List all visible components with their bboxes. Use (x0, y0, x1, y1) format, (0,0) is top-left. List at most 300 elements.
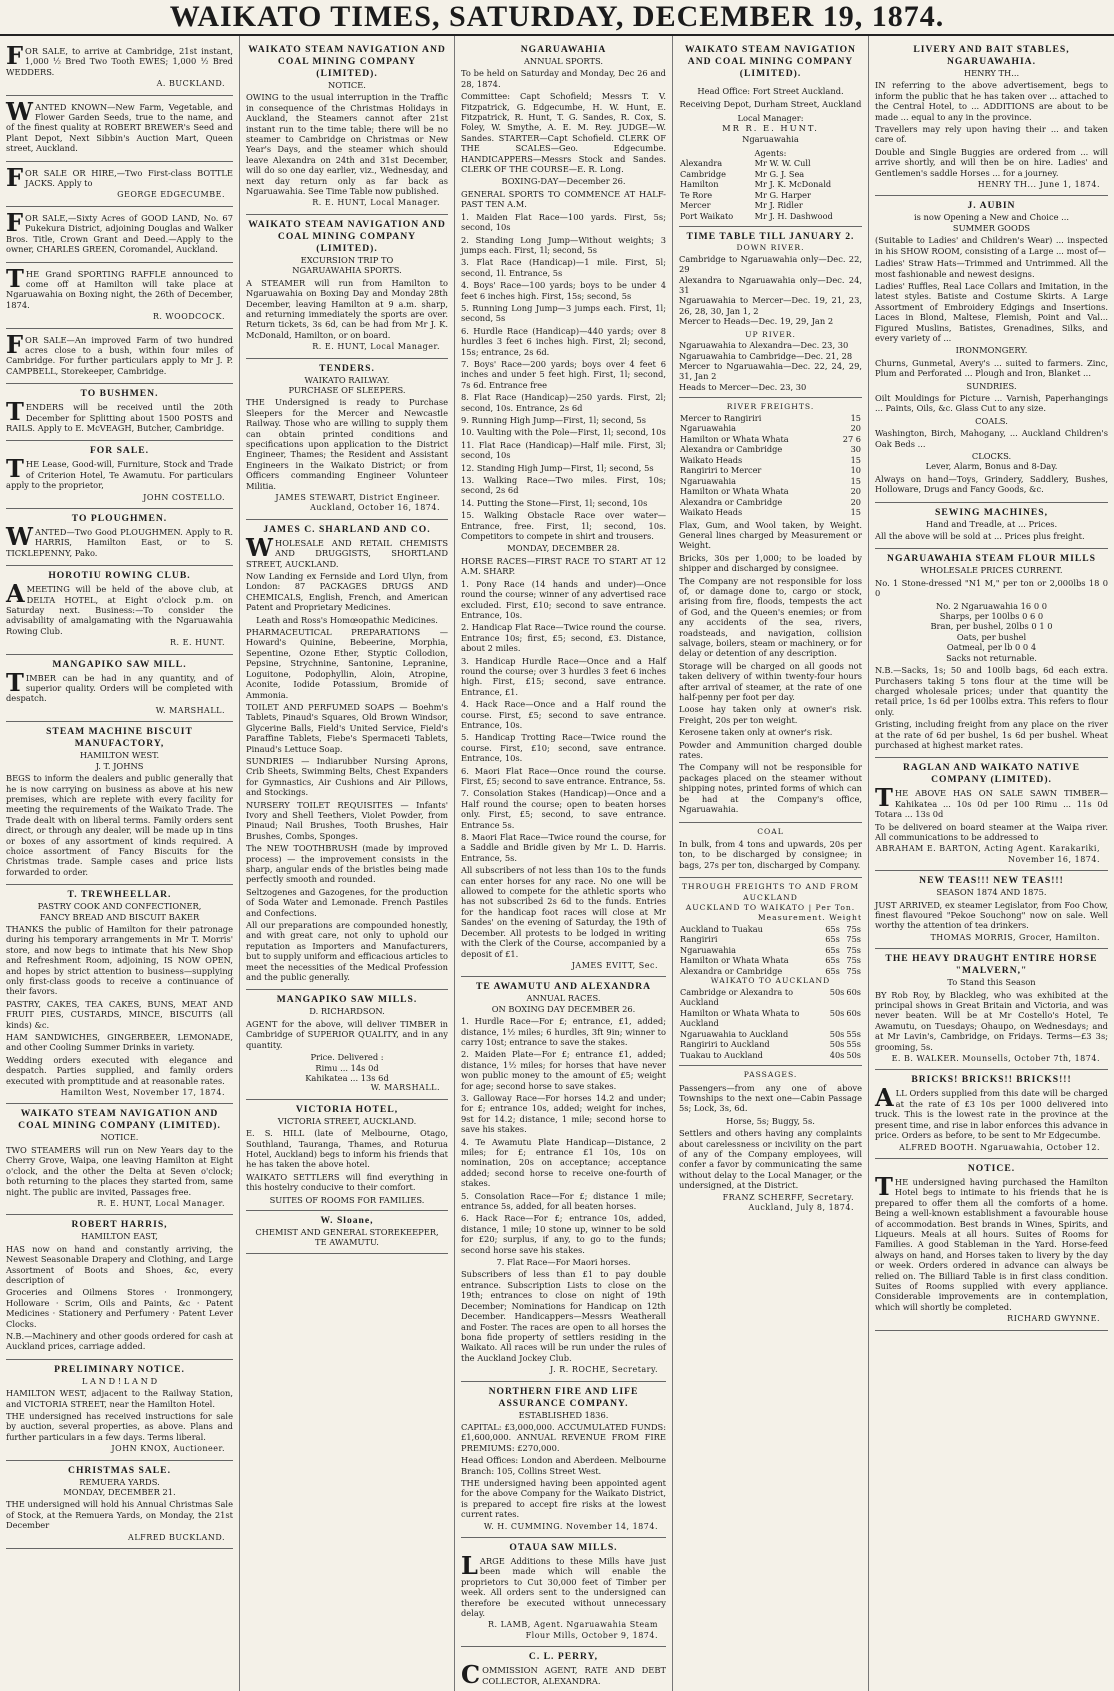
timetable-title: TIME TABLE TILL JANUARY 2. (686, 231, 855, 243)
ad-text: Travellers may rely upon having their ... and taken care of. (875, 124, 1108, 145)
advertisement (246, 215, 448, 359)
masthead: WAIKATO TIMES, SATURDAY, DECEMBER 19, 1874. (0, 0, 1114, 36)
advertisement (246, 1211, 448, 1254)
ad-text: 6. Maori Flat Race—Once round the course. First, £5; second to save entrance. Entrance, 5s. (461, 765, 666, 786)
ad-text: All subscribers of not less than 10s to the funds can enter horses for any race. No one will be allowed to compete for the athletic sports who has not subscribed 2s 6d to the funds. Entries for the handicap foot races will close at Mr Sandes' on the evening of Saturday, the 19th of December. All protests to be lodged in writing with the Clerk of the Course, accompanied by a deposit of £1. (461, 865, 666, 959)
ad-text: Washington, Birch, Mahogany, ... Auckland Children's Oak Beds ... (875, 428, 1108, 449)
ad-heading: STEAM MACHINE BISCUIT MANUFACTORY, (46, 726, 193, 750)
table-cell: 20 (850, 486, 861, 497)
ad-text: TOILET AND PERFUMED SOAPS — Boehm's Tablets, Pinaud's Squares, Old Brown Windsor, Glycerine Balls, Field's United Service, Field's Paraffine Tablets, Fiebe's Spermaceti Tablets, Pinaud's Lettuce Soap. (246, 701, 448, 754)
ad-text: SEASON 1874 AND 1875. (936, 887, 1047, 898)
advertisement (6, 329, 233, 385)
ad-signature: R. LAMB, Agent. Ngaruawahia Steam Flour Mills, October 9, 1874. (487, 1620, 658, 1640)
table-row (679, 465, 862, 476)
ad-heading: TE AWAMUTU AND ALEXANDRA (475, 981, 652, 993)
table-cell: Ngaruawahia (680, 944, 737, 955)
ad-text: A STEAMER will run from Hamilton to Ngaruawahia on Boxing Day and Monday 28th December, leaving Hamilton at 9 a.m. sharp, and returning immediately the sports are over. Return tickets, 3s 6d, can be had from Mr J. K. McDonald, Hamilton, or on board. (246, 277, 448, 340)
advertisement (875, 196, 1108, 502)
timetable-line: Mercer to Heads—Dec. 19, 29, Jan 2 (679, 316, 834, 327)
ad-heading: LIVERY AND BAIT STABLES, NGARUAWAHIA. (913, 44, 1070, 67)
ad-text: 4. Hack Race—Once and a Half round the course. First, £5; second to save entrance. Entrance, 10s. (461, 699, 666, 730)
advertisement (461, 40, 666, 977)
agent-name: Mr J. Ridler (754, 200, 803, 211)
coal-notice (679, 823, 862, 879)
table-cell: 40s (829, 1049, 845, 1060)
ad-text: SUNDRIES — Indiarubber Nursing Aprons, Crib Sheets, Swimming Belts, Chest Expanders for Gymnastics, Air Cushions and Air Pillows, and Stockings. (246, 755, 448, 798)
ad-text: Head Offices: London and Aberdeen. Melbourne Branch: 105, Collins Street West. (461, 1455, 666, 1476)
table-cell: 10 (850, 465, 861, 476)
columns (0, 36, 1114, 1691)
table-row (679, 179, 862, 190)
ad-signature: R. WOODCOCK. (152, 312, 225, 322)
ad-heading: C. L. PERRY, (528, 1651, 599, 1663)
ad-text: CHEMIST AND GENERAL STOREKEEPER, (255, 1226, 439, 1237)
ad-text: 11. Flat Race (Handicap)—Half mile. First, 3l; second, 10s (461, 439, 666, 461)
table-cell: Tuakau to Auckland (680, 1049, 763, 1060)
ad-text: SUNDRIES. (966, 380, 1017, 391)
ad-text: HAM SANDWICHES, GINGERBEER, LEMONADE, and other Cooling Summer Drinks in variety. (6, 1032, 233, 1053)
table-row (679, 955, 862, 966)
ad-text: Gristing, including freight from any place on the river at the rate of 6d per bushel, 1s 6d per bushel. Wheat purchased at highest market rates. (875, 719, 1108, 750)
ad-text: WAIKATO RAILWAY. (304, 374, 390, 385)
ad-text: HAMILTON WEST. (79, 750, 160, 761)
table-cell: 50s (829, 1007, 845, 1018)
ad-text: 7. Flat Race—For Maori horses. (496, 1257, 631, 1268)
advertisement (246, 990, 448, 1099)
ad-text: D. RICHARDSON. (309, 1006, 385, 1017)
ad-text: TE AWAMUTU. (315, 1237, 379, 1248)
ad-heading: HOROTIU ROWING CLUB. (48, 570, 191, 582)
ad-text: ANNUAL RACES. (526, 993, 601, 1004)
table-row (679, 211, 862, 222)
ad-text: HAMILTON WEST, adjacent to the Railway Station, and VICTORIA STREET, near the Hamilton Hotel. (6, 1388, 233, 1409)
advertisement (875, 871, 1108, 949)
advertisement (246, 40, 448, 215)
table-cell: Cambridge or Alexandra to Auckland (680, 986, 794, 1008)
ad-heading: VICTORIA HOTEL, (295, 1103, 399, 1115)
ad-heading: PRELIMINARY NOTICE. (54, 1363, 185, 1375)
down-river-label: DOWN RIVER. (736, 243, 805, 253)
ad-text: 3. Handicap Hurdle Race—Once and a Half round the course; over 3 hurdles 3 feet 6 inches high. First, £15; second, save entrance. Entrance, £1. (461, 655, 666, 697)
freight-note: Bricks, 30s per 1,000; to be loaded by shipper and discharged by consignee. (679, 552, 862, 574)
timetable (679, 227, 862, 398)
column-1 (0, 36, 240, 1691)
ad-text: Oats, per bushel (956, 631, 1027, 642)
ad-text: 5. Consolation Race—For £; distance 1 mile; entrance 5s, added, for all beaten horses. (461, 1190, 666, 1212)
ad-text: TWO STEAMERS will run on New Years day to the Cherry Grove, Waipa, one leaving Hamilton at Eight o'clock, and the other the Delta at Seven o'clock; both returning to the places they started from, same night. The public are invited, Passages free. (6, 1144, 233, 1197)
timetable-line: Ngaruawahia to Cambridge—Dec. 21, 28 (679, 350, 853, 361)
ad-text: PHARMACEUTICAL PREPARATIONS — Howard's Quinine, Bebeerine, Morphia, Sepentine, Ozone Ether, Styptic Collodion, Pepsine, Strychnine, Santonine, Lepranine, Loguitone, Podophyllin, Aloin, Atropine, Aconite, Iodide Potassium, Bromide of Ammonia. (246, 627, 448, 700)
passages-text: Passengers—from any one of above Townships to the next one—Cabin Passage 5s; Lock, 3s, 6d. (679, 1082, 862, 1114)
ad-text: BOXING-DAY—December 26. (501, 176, 626, 187)
table-cell: Ngaruawahia (680, 475, 737, 486)
ad-text: AGENT for the above, will deliver TIMBER in Cambridge of SUPERIOR QUALITY, and in any quantity. (246, 1018, 448, 1050)
ad-text: 4. Te Awamutu Plate Handicap—Distance, 2 miles; for £; entrance £1 10s, 10s on nomination, 20s on acceptance; acceptance added; second horse to receive one-fourth of stakes. (461, 1136, 666, 1189)
ad-text: HENRY TH... (963, 68, 1020, 78)
ad-text: FOR SALE,—Sixty Acres of GOOD LAND, No. 67 Pukekura District, adjoining Douglas and Walker Bros. Title, Crown Grant and Deed.—Apply to the owner, CHARLES GREEN, Coromandel, Auckland. (6, 207, 233, 255)
table-cell: 60s (846, 986, 861, 997)
ad-text: Churns, Gunmetal, Avery's ... suited to farmers. Zinc, Plum and Perforated ... Plough and Iron, Blanket ... (875, 357, 1108, 379)
agent-name: Mr J. K. McDonald (754, 179, 832, 190)
advertisement (6, 722, 233, 885)
ad-text: THE undersigned has received instructions for sale by auction, several properties, as above. Plans and further particulars in a few days. Terms liberal. (6, 1411, 233, 1442)
freight-note: The Company are not responsible for loss of, or damage done to, cargo or stock, arising from fire, floods, tempests the act of God, and the Queen's enemies; or from any accidents of the sea, rivers, roadsteads, and navigation, collision salvage, boilers, steam or machinery, or for delay or detention of any description. (679, 575, 862, 659)
table-row (679, 1029, 862, 1040)
through-table (679, 924, 862, 977)
table-cell: Hamilton or Whata Whata to Auckland (680, 1007, 800, 1029)
ad-text: JUST ARRIVED, ex steamer Legislator, from Foo Chow, finest flavoured "Pekoe Souchong" now on sale. Well worthy the attention of tea drinkers. (875, 899, 1108, 931)
freight-note: The Company will not be responsible for packages placed on the steamer without shipping notes, printed forms of which can be had at the Company's office, Ngaruawahia. (679, 762, 862, 815)
ad-text: THE Lease, Good-will, Furniture, Stock and Trade of Criterion Hotel, Te Awamutu. For particulars apply to the proprietor, (6, 454, 233, 491)
table-row (679, 444, 862, 455)
ad-text: 13. Walking Race—Two miles. First, 10s; second, 2s 6d (461, 475, 666, 496)
ad-text: WANTED KNOWN—New Farm, Vegetable, and Flower Garden Seeds, true to the name, and of the finest quality at ROBERT BREWER's Seed and Plant Depot, Next Sibbin's Auction Mart, Queen street, Auckland. (6, 96, 233, 154)
table-cell: 55s (846, 1028, 861, 1039)
ad-text: WANTED—Two Good PLOUGHMEN. Apply to R. HARRIS, Hamilton East, or to S. TICKLEPENNY, Pako. (6, 522, 233, 558)
table-row (679, 945, 862, 956)
ad-text: Rimu ... 14s 0d (315, 1062, 379, 1073)
freights-table (679, 413, 862, 518)
ad-heading: WAIKATO STEAM NAVIGATION AND COAL MINING COMPANY (LIMITED). (18, 1108, 221, 1132)
ad-signature: W. MARSHALL. (155, 705, 225, 715)
table-cell: Mercer to Rangiriri (680, 412, 762, 423)
agent-place: Alexandra (680, 158, 723, 169)
ad-text: 8. Maori Flat Race—Twice round the course, for a Saddle and Bridle given by Mr L. D. Harris. Entrance, 5s. (461, 832, 666, 863)
ad-text: MONDAY, DECEMBER 21. (63, 1487, 176, 1498)
ad-text: Oatmeal, per lb 0 0 4 (946, 642, 1037, 653)
ad-signature: ABRAHAM E. BARTON, Acting Agent. Karakariki, November 16, 1874. (875, 844, 1100, 864)
ad-text: Now Landing ex Fernside and Lord Ulyn, from London: 87 PACKAGES DRUGS AND CHEMICALS, English, French, and American Patent and Proprietary Medicines. (246, 571, 448, 613)
ad-text: 4. Boys' Race—100 yards; boys to be under 4 feet 6 inches high. First, 15s; second, 5s (461, 280, 666, 301)
timetable-line: Ngaruawahia to Alexandra—Dec. 23, 30 (679, 340, 849, 351)
ad-text: 2. Standing Long Jump—Without weights; 3 jumps each. First, 1l; second, 5s (461, 234, 666, 255)
table-row (679, 413, 862, 424)
ad-heading: TENDERS. (319, 362, 375, 374)
ad-text: BEGS to inform the dealers and public generally that he is now carrying on business as above at his new premises, which are replete with every facility for meeting the requirements of the Waikato Trade. The Trade dealt with on liberal terms. Family orders sent direct, or through any dealer, will be made up in tins or boxes of any assortment of kinds required. A choice assortment of Fancy Biscuits for the Christmas trade. Sample cases and price lists forwarded to order. (6, 773, 233, 877)
table-cell: 55s (846, 1039, 861, 1050)
ad-heading: NOTICE. (967, 1162, 1016, 1174)
ad-signature: RICHARD GWYNNE. (1007, 1314, 1100, 1324)
ad-text: COMMISSION AGENT, RATE AND DEBT COLLECTOR, ALEXANDRA. (461, 1660, 666, 1690)
coal-text: In bulk, from 4 tons and upwards, 20s per ton, to be discharged by consignee; in bags, 27s per ton, discharged by Company. (679, 838, 862, 870)
ad-text: CLOCKS. (971, 451, 1012, 461)
advertisement (6, 441, 233, 509)
advertisement (6, 263, 233, 329)
ad-heading: TO PLOUGHMEN. (71, 513, 168, 524)
table-cell: 15 (850, 475, 861, 486)
column-5 (869, 36, 1114, 1691)
ad-text: 7. Consolation Stakes (Handicap)—Once and a Half round the course; open to beaten horses only. First, £5; second, to save entrance. Entrance 5s. (461, 788, 666, 830)
passages-note: Settlers and others having any complaints about carelessness or incivility on the part of any of the Company employees, will confer a favor by communicating the same without delay to the Local Manager, or the undersigned, at the District. (679, 1128, 862, 1191)
company-title: WAIKATO STEAM NAVIGATION AND COAL MINING COMPANY (LIMITED). (685, 44, 856, 79)
ad-text: THE undersigned having purchased the Hamilton Hotel begs to intimate to his friends that he is prepared to offer them all the comforts of a home. Being a well-known establishment a favourable house of accommodation. Best brands in Wines, Spirits, and Liqueurs. Meals at all hours. Suites of Rooms for Families. A good Stableman in the Yard. Horse-feed always on hand, and Horses taken to livery by the day or week. Orders ordered in advance can always be relied on. The Billiard Table is in first class condition. Suites of Rooms supplied with every appliance. Considerable improvements are in contemplation, which will shortly be completed. (875, 1171, 1108, 1312)
passages-extra: Horse, 5s; Buggy, 5s. (726, 1115, 815, 1126)
table-cell: Alexandra or Cambridge (680, 444, 783, 455)
table-row (679, 1008, 862, 1029)
ad-signature: THOMAS MORRIS, Grocer, Hamilton. (930, 932, 1100, 942)
table-row (679, 169, 862, 180)
table-cell: 65s (825, 965, 840, 976)
ad-text: PASTRY, CAKES, TEA CAKES, BUNS, MEAT AND FRUIT PIES, CUSTARDS, MINCE, BISCUITS (all kinds) &c. (6, 998, 233, 1030)
ad-text: 6. Hurdle Race (Handicap)—440 yards; over 8 hurdles 3 feet 6 inches high. First, 2l; second, 15s; entrance, 2s 6d. (461, 325, 666, 357)
ad-heading: NGARUAWAHIA STEAM FLOUR MILLS (887, 553, 1096, 565)
up-river-label: UP RIVER. (745, 329, 796, 339)
table-cell: Ngaruawahia (680, 423, 737, 434)
ad-text: THE undersigned having been appointed agent for the above Company for the Waikato District, is prepared to accept fire risks at the lowest current rates. (461, 1477, 666, 1520)
table-row (679, 934, 862, 945)
timetable-line: Heads to Mercer—Dec. 23, 30 (679, 381, 807, 392)
ad-text: N.B.—Sacks, 1s; 50 and 100lb bags, 6d each extra. Purchasers taking 5 tons flour at the time will be charged wholesale prices; under that quantity the retail price, 1s 6d per 100lbs extra. This refers to flour only. (875, 665, 1108, 717)
agent-name: Mr G. J. Sea (754, 168, 805, 179)
ad-signature: J. R. ROCHE, Secretary. (550, 1365, 658, 1375)
timetable-line: Ngaruawahia to Mercer—Dec. 19, 21, 23, 26, 28, 30, Jan 1, 2 (679, 295, 862, 316)
ad-heading: FOR SALE. (89, 445, 150, 457)
table-cell: 15 (850, 507, 861, 518)
table-cell: Rangiriri to Auckland (680, 1039, 770, 1050)
advertisement (6, 885, 233, 1104)
table-row (679, 486, 862, 497)
ad-text: FANCY BREAD AND BISCUIT BAKER (39, 911, 200, 922)
ad-text: AMEETING will be held of the above club, at DELTA HOTEL, at Eight o'clock p.m. on Saturday next. Business:—To consider the advisability of amalgamating with the Ngaruawahia Rowing Club. (6, 579, 233, 636)
table-cell: 50s (829, 1028, 845, 1039)
ad-heading: TO BUSHMEN. (80, 388, 159, 400)
ad-text: NURSERY TOILET REQUISITES — Infants' Ivory and Shell Teethers, Violet Powder, from Pinaud; Nail Brushes, Tooth Brushes, Hair Brushes, Combs, Sponges. (246, 799, 448, 841)
ad-signature: HENRY TH... June 1, 1874. (977, 180, 1100, 190)
through-sub2: Measurement. Weight (757, 913, 862, 923)
manager-name: MR R. E. HUNT. (722, 123, 819, 134)
ad-text: (Suitable to Ladies' and Children's Wear) ... inspected in his SHOW ROOM, consisting of a Large ... most of— (875, 235, 1108, 256)
ad-heading: WAIKATO STEAM NAVIGATION AND COAL MINING COMPANY (LIMITED). (248, 218, 446, 254)
column-4 (673, 36, 869, 1691)
ad-text: Sharps, per 100lbs 0 6 0 (939, 611, 1044, 622)
ad-text: Leath and Ross's Homœopathic Medicines. (256, 614, 438, 625)
ad-text: Wedding orders executed with elegance and despatch. Parties supplied, and family orders executed with promptitude and at reasonable rates. (6, 1054, 233, 1086)
freight-note: Loose hay taken only at owner's risk. Freight, 20s per ton weight. (679, 704, 862, 725)
advertisement (6, 1104, 233, 1215)
table-row (679, 966, 862, 977)
ad-text: Sacks not returnable. (946, 652, 1037, 663)
through-freights (679, 878, 862, 1066)
ad-signature: R. E. HUNT, Local Manager. (312, 342, 440, 352)
table-cell: Hamilton or Whata Whata (680, 955, 789, 966)
agent-place: Te Rore (680, 189, 713, 200)
advertisement (6, 1360, 233, 1461)
advertisement (6, 509, 233, 566)
table-cell: Alexandra or Cambridge (680, 496, 783, 507)
agent-place: Port Waikato (680, 210, 734, 221)
table-cell: 65s (825, 923, 840, 934)
freights-title: RIVER FREIGHTS. (726, 402, 815, 412)
ad-signature: Hamilton West, November 17, 1874. (60, 1088, 225, 1098)
ad-heading: RAGLAN AND WAIKATO NATIVE COMPANY (LIMITED). (902, 762, 1080, 786)
ad-text: IRONMONGERY. (955, 345, 1028, 356)
ad-text: Ladies' Ruffles, Real Lace Collars and Imitation, in the latest styles. Batiste and Costume Skirts. A Large Assortment of Embroidery Edgings and Insertions. Laces in Blond, Maltese, Flemish, Point and Val... Figured Muslins, Batistes, Grenadines, Silks, and every variety of ... (875, 280, 1108, 343)
ad-signature: A. BUCKLAND. (156, 79, 225, 89)
ad-text: FOR SALE, to arrive at Cambridge, 21st instant, 1,000 ½ Bred Two Tooth EWES; 1,000 ½ Bred WEDDERS. (6, 41, 233, 77)
ad-text: EXCURSION TRIP TO (300, 254, 394, 265)
ad-signature: ALFRED BUCKLAND. (128, 1532, 225, 1542)
ad-text: 15. Walking Obstacle Race over water—Entrance, free. First, 1l; second, 10s. Competitors to compete in shirt and trousers. (461, 510, 666, 542)
ad-text: SUMMER GOODS (952, 222, 1031, 233)
table-row (679, 1050, 862, 1061)
ad-text: N.B.—Machinery and other goods ordered for cash at Auckland prices, carriage added. (6, 1330, 233, 1352)
advertisement (6, 384, 233, 441)
ad-signature: W. H. CUMMING. November 14, 1874. (483, 1521, 658, 1531)
ad-text: THE Undersigned is ready to Purchase Sleepers for the Mercer and Newcastle Railway. Those who are willing to supply them can obtain printed conditions and specifications upon application to the District Engineer, Thames; the Resident and Assistant Engineers in the Waikato District; or from Officers commanding Engineer Volunteer Militia. (246, 397, 448, 491)
ad-heading: MANGAPIKO SAW MILLS. (276, 994, 418, 1006)
column-2 (240, 36, 455, 1691)
advertisement (246, 520, 448, 991)
ad-heading: BRICKS! BRICKS!! BRICKS!!! (911, 1074, 1072, 1086)
table-cell: 65s (825, 934, 840, 945)
ad-text: No. 1 Stone-dressed "N1 M," per ton or 2,000lbs 18 0 0 (875, 577, 1108, 599)
ad-text: COALS. (975, 415, 1008, 426)
agent-place: Hamilton (680, 179, 719, 190)
ad-signature: E. B. WALKER. Mounsells, October 7th, 1874. (891, 1054, 1100, 1064)
ad-text: 5. Running Long Jump—3 jumps each. First, 1l; second, 5s (461, 302, 666, 324)
ad-text: WAIKATO SETTLERS will find everything in this hostelry conducive to their comfort. (246, 1171, 448, 1193)
ad-text: 10. Vaulting with the Pole—First, 1l; second, 10s (461, 427, 666, 438)
ad-text: To be held on Saturday and Monday, Dec 26 and 28, 1874. (461, 68, 666, 89)
ad-heading: T. TREWHEELLAR. (67, 889, 172, 901)
ad-signature: JAMES EVITT, Sec. (571, 960, 658, 970)
ad-text: TENDERS will be received until the 20th December for Splitting about 1500 POSTS and RAILS. Apply to E. McVEAGH, Butcher, Cambridge. (6, 397, 233, 433)
freight-note: Powder and Ammunition charged double rates. (679, 739, 862, 761)
through-title: THROUGH FREIGHTS TO AND FROM AUCKLAND (681, 882, 860, 902)
ad-text: MONDAY, DECEMBER 28. (507, 543, 620, 554)
ad-signature: R. E. HUNT. (170, 638, 225, 648)
table-cell: 15 (850, 454, 861, 465)
ad-text: VICTORIA STREET, AUCKLAND. (277, 1115, 417, 1126)
ad-text: THANKS the public of Hamilton for their patronage during his temporary arrangements in Mr T. Morris' store, and now begs to intimate that his New Shop and Refreshment Room, adjoining, IS NOW OPEN, and hopes by strict attention to business—supplying only first-class goods to receive a continuance of their favors. (6, 923, 233, 997)
advertisement (6, 96, 233, 162)
advertisement (461, 1538, 666, 1647)
ad-signature: R. E. HUNT, Local Manager. (97, 1198, 225, 1208)
agents-label: Agents: (754, 148, 787, 159)
table-cell: 75s (846, 944, 861, 955)
advertisement (461, 1382, 666, 1538)
advertisement (246, 359, 448, 520)
advertisement (6, 1215, 233, 1359)
through-sub: AUCKLAND TO WAIKATO | Per Ton. (685, 902, 856, 912)
ad-text: 1. Pony Race (14 hands and under)—Once round the course; winner of any advertised race excluded. First, £10; second to save entrance. Entrance, 10s. (461, 578, 666, 620)
table-row (679, 200, 862, 211)
ad-text: PURCHASE OF SLEEPERS. (288, 384, 406, 395)
ad-text: ON BOXING DAY DECEMBER 26. (491, 1003, 636, 1014)
advertisement (461, 1647, 666, 1691)
advertisement (875, 40, 1108, 196)
table-cell: 50s (829, 986, 845, 997)
ad-text: Groceries and Oilmens Stores · Ironmongery, Holloware · Scrim, Oils and Paints, &c · Patent Medicines · Stationery and Perfumery · Patent Lever Clocks. (6, 1287, 233, 1329)
back-table (679, 987, 862, 1061)
ad-text: Always on hand—Toys, Grindery, Saddlery, Bushes, Holloware, Drugs and Fancy Goods, &c. (875, 473, 1108, 495)
ad-text: Lever, Alarm, Bonus and 8-Day. (925, 461, 1058, 472)
table-cell: Alexandra or Cambridge (680, 965, 783, 976)
ad-text: Ladies' Straw Hats—Trimmed and Untrimmed. All the most fashionable and newest designs. (875, 258, 1108, 279)
ad-signature: GEORGE EDGECUMBE. (117, 190, 225, 200)
ad-text: OWING to the usual interruption in the Traffic in consequence of the Christmas Holidays in Auckland, the Steamers cannot after 21st instant run to the time table; there will be no steamer to Cambridge on Christmas or New Year's Days, and the steamer which should leave Alexandra on 24th and 31st December, will do so one day earlier, viz., Wednesday, and next day return only as far back as Ngaruawahia. See Time Table now published. (246, 92, 448, 197)
table-cell: 75s (846, 923, 861, 934)
ad-text: HORSE RACES—FIRST RACE TO START AT 12 A.M. SHARP. (461, 555, 666, 577)
ad-signature: JOHN KNOX, Auctioneer. (111, 1444, 225, 1454)
advertisement (875, 949, 1108, 1070)
ad-text: REMUERA YARDS. (79, 1476, 160, 1487)
ad-text: IN referring to the above advertisement, begs to inform the public that he has taken over ... attached to the Central Hotel, to ... ADDITIONS are about to be made ... equal to any in the province. (875, 80, 1108, 122)
ad-text: PASTRY COOK AND CONFECTIONER, (37, 901, 202, 912)
ad-signature: R. E. HUNT, Local Manager. (312, 198, 440, 208)
ad-text: Hand and Treadle, at ... Prices. (925, 518, 1058, 529)
timetable-line: Cambridge to Ngaruawahia only—Dec. 22, 29 (679, 253, 862, 275)
ad-text: 8. Flat Race (Handicap)—250 yards. First, 2l; second, 10s. Entrance, 2s 6d (461, 392, 666, 413)
table-cell: Auckland to Tuakau (680, 923, 763, 934)
ad-text: Double and Single Buggies are ordered from ... will arrive shortly, and will then be on hire. Ladies' and Gentlemen's saddle Horses ... for a journey. (875, 146, 1108, 178)
agent-place: Mercer (680, 200, 711, 211)
ad-heading: MANGAPIKO SAW MILL. (52, 658, 187, 670)
ad-heading: JAMES C. SHARLAND AND CO. (263, 523, 431, 535)
passages-signature: FRANZ SCHERFF, Secretary. Auckland, July 8, 1874. (722, 1192, 854, 1213)
ad-text: No. 2 Ngaruawahia 16 0 0 (935, 600, 1048, 611)
column-3 (455, 36, 673, 1691)
ad-text: NGARUAWAHIA SPORTS. (292, 265, 402, 276)
ad-text: L A N D ! L A N D (81, 1375, 158, 1386)
table-cell: 15 (850, 412, 861, 423)
advertisement (6, 40, 233, 96)
table-cell: Rangiriri (680, 934, 718, 945)
table-cell: 20 (850, 423, 861, 434)
coal-title: COAL (757, 826, 784, 836)
table-cell: Waikato Heads (680, 454, 743, 465)
advertisement (6, 162, 233, 207)
manager-label: Local Manager: (737, 112, 804, 123)
table-cell: 75s (846, 934, 861, 945)
ad-signature: ALFRED BOOTH. Ngaruawahia, October 12. (899, 1142, 1100, 1152)
ad-text: All the above will be sold at ... Prices plus freight. (875, 531, 1085, 542)
table-row (679, 476, 862, 487)
advertisement (6, 1461, 233, 1549)
ad-text: Oilt Mouldings for Picture ... Varnish, Paperhangings ... Paints, Oils, &c. Glass Cut to any size. (875, 392, 1108, 414)
advertisement (875, 503, 1108, 550)
table-row (679, 924, 862, 935)
table-cell: Waikato Heads (680, 507, 743, 518)
table-row (679, 434, 862, 445)
ad-heading: ROBERT HARRIS, (71, 1219, 168, 1231)
ad-heading: THE HEAVY DRAUGHT ENTIRE HORSE "MALVERN," (885, 953, 1098, 977)
table-row (679, 507, 862, 518)
agent-name: Mr J. H. Dashwood (754, 210, 833, 221)
head-office: Head Office: Fort Street Auckland. (697, 86, 844, 96)
passages-title: PASSAGES. (743, 1070, 798, 1080)
ad-text: NOTICE. (328, 80, 366, 90)
passages (679, 1066, 862, 1218)
table-row (679, 423, 862, 434)
ad-heading: OTAUA SAW MILLS. (509, 1542, 618, 1553)
ad-text: THE Grand SPORTING RAFFLE announced to come off at Hamilton will take place at Ngaruawahia on Boxing night, the 26th of December, 1874. (6, 263, 233, 310)
ad-text: THE undersigned will hold his Annual Christmas Sale of Stock, at the Remuera Yards, on Monday, the 21st December (6, 1499, 233, 1531)
company-ad (679, 40, 862, 227)
advertisement (875, 1070, 1108, 1158)
ad-text: SUITES OF ROOMS FOR FAMILIES. (269, 1194, 425, 1205)
table-row (679, 497, 862, 508)
ad-text: E. S. HILL (late of Melbourne, Otago, Southland, Tauranga, Thames, and Roturua Hotel, Auckland) begs to inform his friends that he has taken the above hotel. (246, 1128, 448, 1170)
river-freights (679, 398, 862, 822)
ad-heading: NGARUAWAHIA (520, 44, 607, 55)
table-cell: 20 (850, 496, 861, 507)
ad-text: 7. Boys' Race—200 yards; boys over 4 feet 6 inches and under 5 feet high. First, 1l; second, 7s 6d. Entrance free (461, 358, 666, 390)
table-cell: 50s (846, 1049, 861, 1060)
freight-note: Kerosene taken only at owner's risk. (679, 727, 833, 738)
ad-text: 3. Flat Race (Handicap)—1 mile. First, 5l; second, 1l. Entrance, 5s (461, 257, 666, 278)
ad-text: TIMBER can be had in any quantity, and of superior quality. Orders will be completed with despatch. (6, 667, 233, 704)
